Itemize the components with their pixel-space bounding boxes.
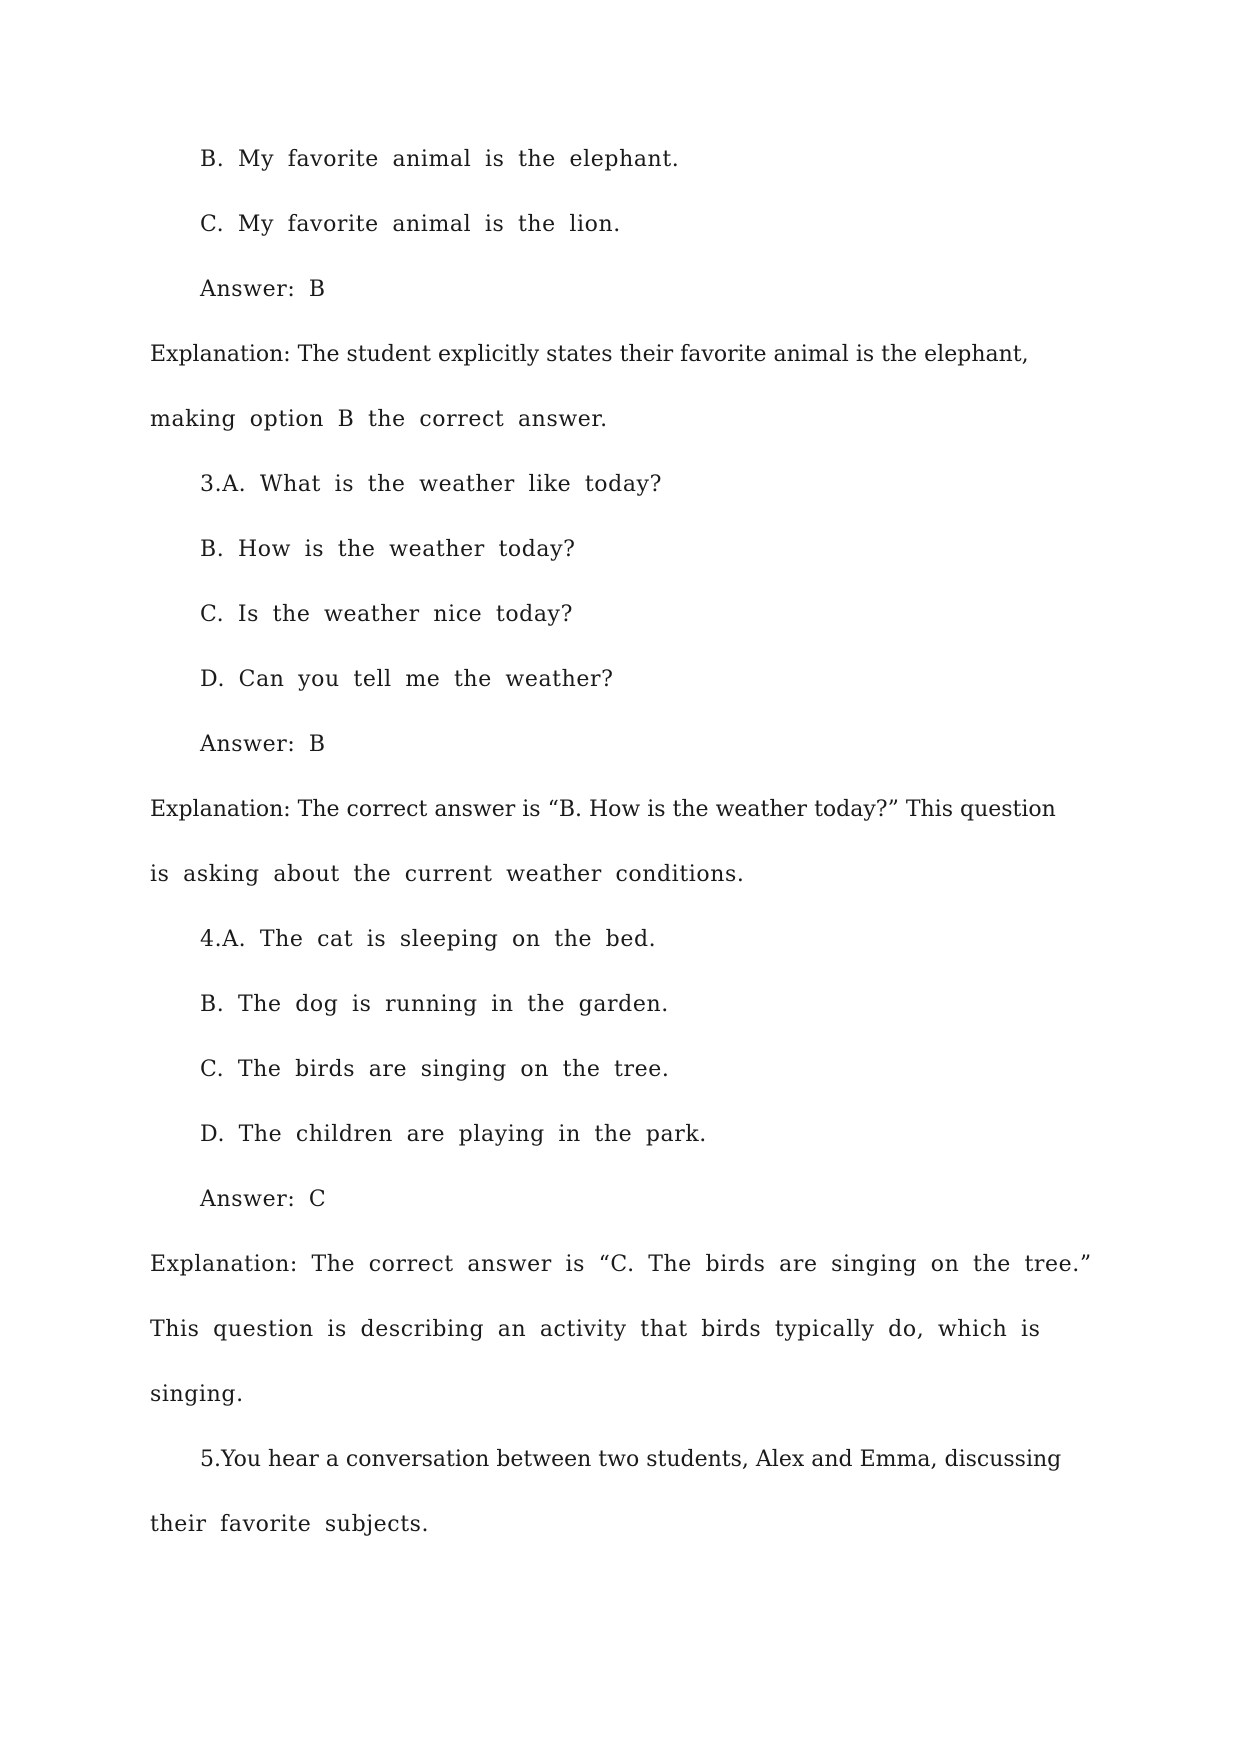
answer-q4: Answer: C	[200, 1187, 327, 1212]
explanation-q4-line3: singing.	[150, 1382, 244, 1407]
explanation-q4-line1: Explanation: The correct answer is “C. The birds are singing on the tree.”	[150, 1252, 1092, 1277]
explanation-q2-line1: Explanation: The student explicitly states their favorite animal is the elephant,	[150, 342, 1029, 367]
q4-option-c: C. The birds are singing on the tree.	[200, 1057, 670, 1082]
answer-q3: Answer: B	[200, 732, 326, 757]
q5-prompt-line1: 5.You hear a conversation between two students, Alex and Emma, discussing	[200, 1447, 1062, 1472]
q3-option-a: 3.A. What is the weather like today?	[200, 472, 662, 497]
q3-option-b: B. How is the weather today?	[200, 537, 576, 562]
explanation-q3-line2: is asking about the current weather conditions.	[150, 862, 745, 887]
q4-option-a: 4.A. The cat is sleeping on the bed.	[200, 927, 657, 952]
option-c-lion: C. My favorite animal is the lion.	[200, 212, 621, 237]
explanation-q4-line2: This question is describing an activity that birds typically do, which is	[150, 1317, 1041, 1342]
q5-prompt-line2: their favorite subjects.	[150, 1512, 430, 1537]
q4-option-b: B. The dog is running in the garden.	[200, 992, 669, 1017]
q4-option-d: D. The children are playing in the park.	[200, 1122, 707, 1147]
q3-option-d: D. Can you tell me the weather?	[200, 667, 614, 692]
option-b-elephant: B. My favorite animal is the elephant.	[200, 147, 680, 172]
q3-option-c: C. Is the weather nice today?	[200, 602, 573, 627]
answer-q2: Answer: B	[200, 277, 326, 302]
document-body	[150, 140, 1100, 1570]
explanation-q2-line2: making option B the correct answer.	[150, 407, 608, 432]
explanation-q3-line1: Explanation: The correct answer is “B. How is the weather today?” This question	[150, 797, 1056, 822]
